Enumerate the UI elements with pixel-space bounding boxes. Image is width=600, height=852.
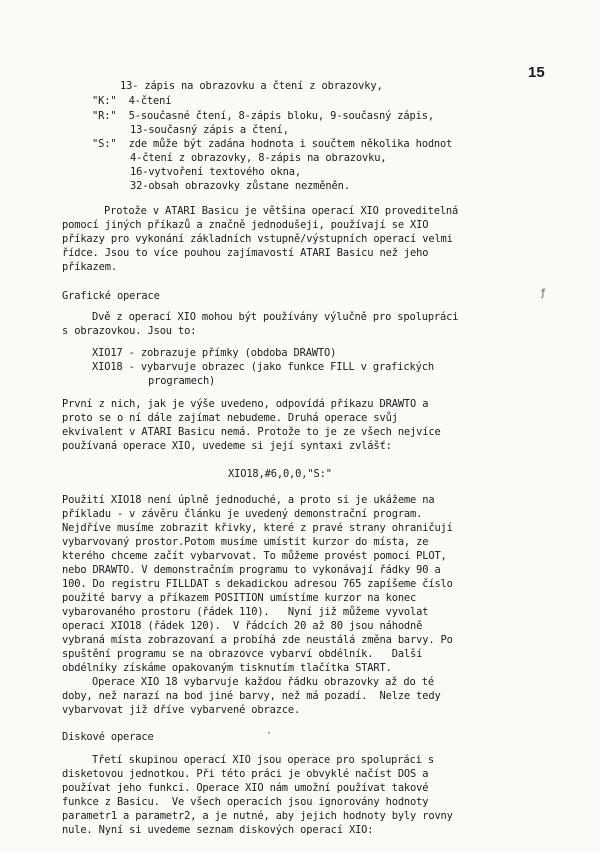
- text-line: pomocí jiných příkazů a značně jednodušeji, používají se XIO: [62, 219, 429, 231]
- text-line: 13-současný zápis a čtení,: [130, 124, 289, 136]
- text-line: proto se o ní dále zajímat nebudeme. Druhá operace svůj: [62, 412, 398, 424]
- text-line: vybraná místa zobrazovaní a probíhá zde neustálá změna barvy. Po: [62, 634, 453, 646]
- text-line: "R:" 5-současné čtení, 8-zápis bloku, 9-současný zápis,: [92, 110, 434, 122]
- text-line: doby, než narazí na bod jiné barvy, než má pozadí. Nelze tedy: [62, 690, 441, 702]
- text-line: 13- zápis na obrazovku a čtení z obrazovky,: [120, 80, 383, 92]
- text-line: Protože v ATARI Basicu je většina operací XIO proveditelná: [104, 205, 459, 217]
- text-line: Dvě z operací XIO mohou být používány výlučně pro spolupráci: [92, 311, 459, 323]
- section-heading: Grafické operace: [62, 290, 160, 302]
- text-line: příkazem.: [62, 261, 117, 273]
- text-line: používat jeho funkci. Operace XIO nám umožní používat takové: [62, 782, 429, 794]
- text-line: vybarvovaný prostor.Potom musíme umístit kurzor do místa, ze: [62, 536, 429, 548]
- text-line: spuštění programu se na obrazovce vybarví obdélník. Další: [62, 648, 423, 660]
- text-line: operaci XIO18 (řádek 120). V řádcích 20 až 80 jsou náhodně: [62, 620, 423, 632]
- text-line: příkazy pro vykonání základních vstupně/výstupních operací velmi: [62, 233, 453, 245]
- section-heading: Diskové operace: [62, 731, 154, 743]
- text-line: nule. Nyní si uvedeme seznam diskových operací XIO:: [62, 824, 374, 836]
- text-line: 4-čtení z obrazovky, 8-zápis na obrazovku,: [130, 152, 387, 164]
- list-item: XIO17 - zobrazuje přímky (obdoba DRAWTO): [92, 347, 337, 359]
- margin-mark: ·: [266, 728, 273, 739]
- text-line: obdélníky získáme opakovaným tisknutím tlačítka START.: [62, 662, 392, 674]
- list-item: programech): [148, 375, 216, 387]
- text-line: řídce. Jsou to více pouhou zajímavostí ATARI Basicu než jeho: [62, 247, 429, 259]
- code-syntax: XIO18,#6,0,0,"S:": [228, 468, 332, 480]
- text-line: "S:" zde může být zadána hodnota i součtem několika hodnot: [92, 138, 453, 150]
- text-line: "K:" 4-čtení: [92, 95, 172, 107]
- page-number: 15: [528, 64, 545, 81]
- text-line: nebo DRAWTO. V demonstračním programu to vykonávají řádky 90 a: [62, 564, 441, 576]
- text-line: První z nich, jak je výše uvedeno, odpovídá příkazu DRAWTO a: [62, 398, 429, 410]
- text-line: Třetí skupinou operací XIO jsou operace pro spolupráci s: [92, 754, 434, 766]
- text-line: Nejdříve musíme zobrazit křivky, které z pravé strany ohraničují: [62, 522, 453, 534]
- text-line: 100. Do registru FILLDAT s dekadickou adresou 765 zapíšeme číslo: [62, 578, 453, 590]
- text-line: parametr1 a parametr2, a je nutné, aby jejich hodnoty byly rovny: [62, 810, 453, 822]
- text-line: vybarovaného prostoru (řádek 110). Nyní již můžeme vyvolat: [62, 606, 429, 618]
- text-line: s obrazovkou. Jsou to:: [62, 325, 197, 337]
- text-line: použité barvy a příkazem POSITION umístíme kurzor na konec: [62, 592, 417, 604]
- margin-mark: ƒ: [540, 288, 547, 299]
- text-line: funkce z Basicu. Ve všech operacích jsou ignorovány hodnoty: [62, 796, 429, 808]
- list-item: XIO18 - vybarvuje obrazec (jako funkce FILL v grafických: [92, 361, 434, 373]
- text-line: 16-vytvoření textového okna,: [130, 166, 301, 178]
- text-line: 32-obsah obrazovky zůstane nezměněn.: [130, 180, 350, 192]
- text-line: kterého chceme začít vybarvovat. To můžeme provést pomocí PLOT,: [62, 550, 447, 562]
- text-line: používaná operace XIO, uvedeme si její syntaxi zvlášť:: [62, 440, 392, 452]
- text-line: Použití XIO18 není úplně jednoduché, a proto si je ukážeme na: [62, 494, 435, 506]
- text-line: ekvivalent v ATARI Basicu nemá. Protože to je ze všech nejvíce: [62, 426, 441, 438]
- text-line: vybarvovat již dříve vybarvené obrazce.: [62, 704, 301, 716]
- text-line: disketovou jednotkou. Při této práci je obvyklé načíst DOS a: [62, 768, 429, 780]
- text-line: příkladu - v závěru článku je uvedený demonstrační program.: [62, 508, 423, 520]
- text-line: Operace XIO 18 vybarvuje každou řádku obrazovky až do té: [92, 676, 434, 688]
